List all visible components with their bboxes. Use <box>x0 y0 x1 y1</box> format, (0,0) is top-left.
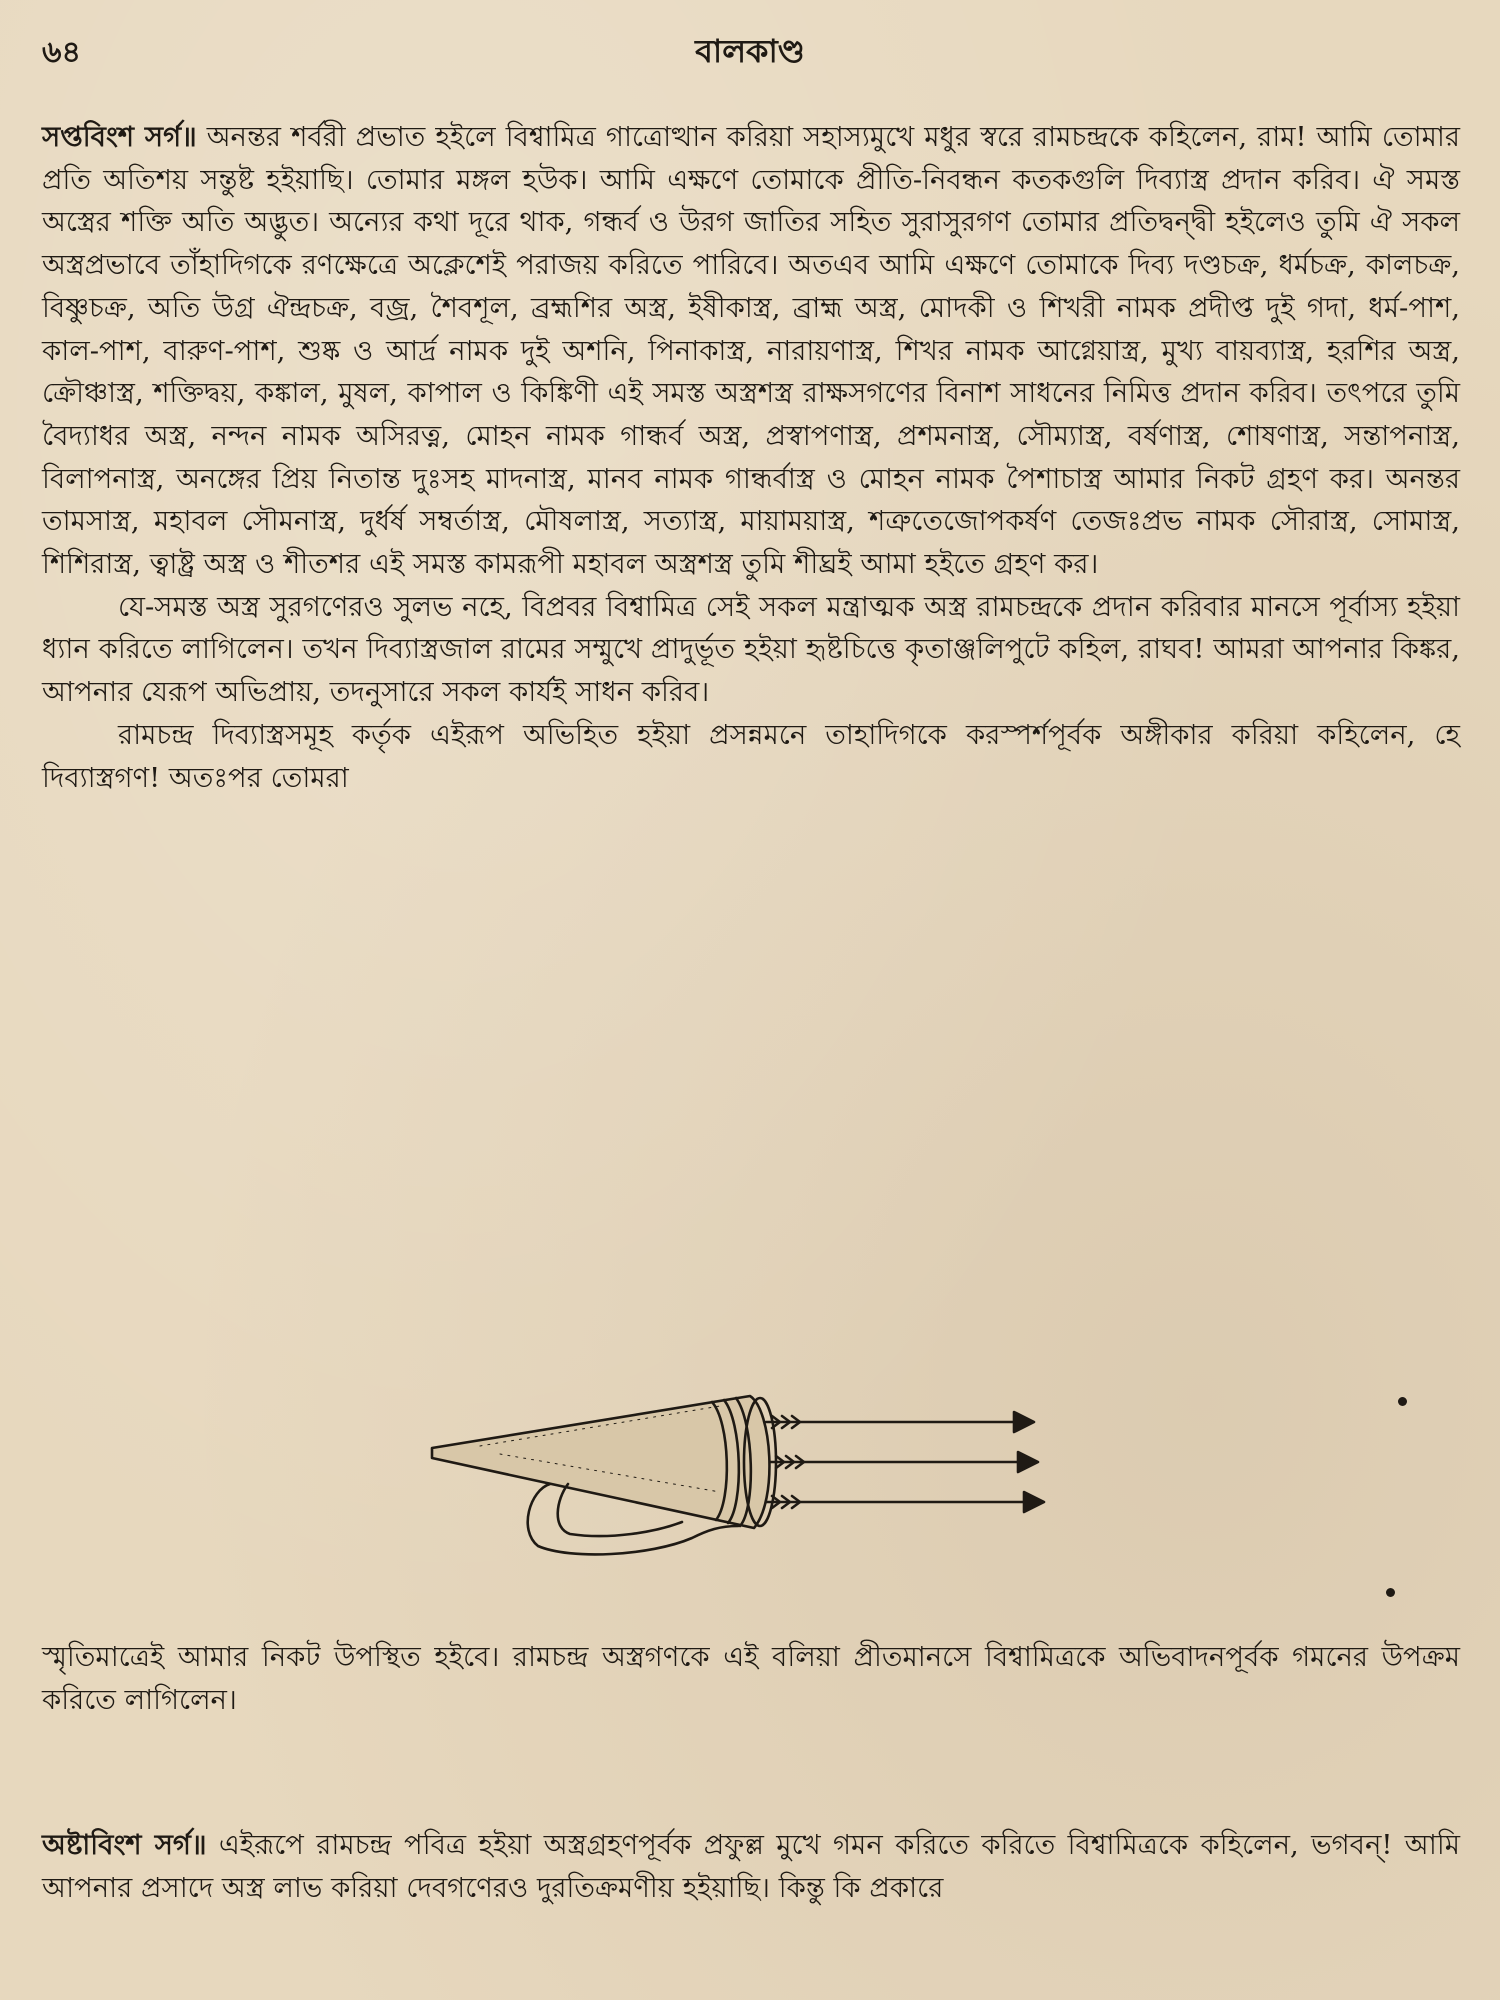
paragraph <box>42 1824 1460 1909</box>
paragraph: রামচন্দ্র দিব্যাস্ত্রসমূহ কর্তৃক এইরূপ অভিহিত হইয়া প্রসন্নমনে তাহাদিগকে করস্পর্শপূর্বক অঙ্গীকার করিয়া কহিলেন, হে দিব্যাস্ত্রগণ! অতঃপর তোমরা <box>42 718 1460 794</box>
page-number: ৬৪ <box>42 35 81 70</box>
quiver-with-arrows-icon <box>420 1380 1080 1580</box>
section-27-continuation <box>42 1636 1460 1721</box>
paragraph <box>42 116 1460 586</box>
paragraph-text: এইরূপে রামচন্দ্র পবিত্র হইয়া অস্ত্রগ্রহণপূর্বক প্রফুল্ল মুখে গমন করিতে করিতে বিশ্বামিত্রকে কহিলেন, ভগবন্! আমি আপনার প্রসাদে অস্ত্র লাভ করিয়া দেবগণেরও দুরতিক্রমণীয় হইয়াছি। কিন্তু কি প্রকারে <box>42 1829 1460 1904</box>
section-27-text <box>42 116 1460 799</box>
paragraph-text: অনন্তর শর্বরী প্রভাত হইলে বিশ্বামিত্র গাত্রোত্থান করিয়া সহাস্যমুখে মধুর স্বরে রামচন্দ্রকে কহিলেন, রাম! আমি তোমার প্রতি অতিশয় সন্তুষ্ট হইয়াছি। তোমার মঙ্গল হউক। আমি এক্ষণে তোমাকে প্রীতি-নিবন্ধন কতকগুলি দিব্যাস্ত্র প্রদান করিব। ঐ সমস্ত অস্ত্রের শক্তি অতি অদ্ভুত। অন্যের কথা দূরে থাক, গন্ধর্ব ও উরগ জাতির সহিত সুরাসুরগণ তোমার প্রতিদ্বন্দ্বী হইলেও তুমি ঐ সকল অস্ত্রপ্রভাবে তাঁহাদিগকে রণক্ষেত্রে অক্লেশেই পরাজয় করিতে পারিবে। অতএব আমি এক্ষণে তোমাকে দিব্য দণ্ডচক্র, ধর্মচক্র, কালচক্র, বিষ্ণুচক্র, অতি উগ্র ঐন্দ্রচক্র, বজ্র, শৈবশূল, ব্রহ্মশির অস্ত্র, ইষীকাস্ত্র, ব্রাহ্ম অস্ত্র, মোদকী ও শিখরী নামক প্রদীপ্ত দুই গদা, ধর্ম-পাশ, কাল-পাশ, বারুণ-পাশ, শুষ্ক ও আর্দ্র নামক দুই অশনি, পিনাকাস্ত্র, নারায়ণাস্ত্র, শিখর নামক আগ্নেয়াস্ত্র, মুখ্য বায়ব্যাস্ত্র, হরশির অস্ত্র, ক্রৌঞ্চাস্ত্র, শক্তিদ্বয়, কঙ্কাল, মুষল, কাপাল ও কিঙ্কিণী এই সমস্ত অস্ত্রশস্ত্র রাক্ষসগণের বিনাশ সাধনের নিমিত্ত প্রদান করিব। তৎপরে তুমি বৈদ্যাধর অস্ত্র, নন্দন নামক অসিরত্ন, মোহন নামক গান্ধর্ব অস্ত্র, প্রস্বাপণাস্ত্র, প্রশমনাস্ত্র, সৌম্যাস্ত্র, বর্ষণাস্ত্র, শোষণাস্ত্র, সন্তাপনাস্ত্র, বিলাপনাস্ত্র, অনঙ্গের প্রিয় নিতান্ত দুঃসহ মাদনাস্ত্র, মানব নামক গান্ধর্বাস্ত্র ও মোহন নামক পৈশাচাস্ত্র আমার নিকট গ্রহণ কর। অনন্তর তামসাস্ত্র, মহাবল সৌমনাস্ত্র, দুর্ধর্ষ সম্বর্তাস্ত্র, মৌষলাস্ত্র, সত্যাস্ত্র, মায়াময়াস্ত্র, শত্রুতেজোপকর্ষণ তেজঃপ্রভ নামক সৌরাস্ত্র, সোমাস্ত্র, শিশিরাস্ত্র, ত্বাষ্ট্র অস্ত্র ও শীতশর এই সমস্ত কামরূপী মহাবল অস্ত্রশস্ত্র তুমি শীঘ্রই আমা হইতে গ্রহণ কর। <box>42 121 1460 581</box>
sarga-title: সপ্তবিংশ সর্গ॥ <box>42 121 197 153</box>
paragraph: যে-সমস্ত অস্ত্র সুরগণেরও সুলভ নহে, বিপ্রবর বিশ্বামিত্র সেই সকল মন্ত্রাত্মক অস্ত্র রামচন্দ্রকে প্রদান করিবার মানসে পূর্বাস্য হইয়া ধ্যান করিতে লাগিলেন। তখন দিব্যাস্ত্রজাল রামের সম্মুখে প্রাদুর্ভূত হইয়া হৃষ্টচিত্তে কৃতাঞ্জলিপুটে কহিল, রাঘব! আমরা আপনার কিঙ্কর, আপনার যেরূপ অভিপ্রায়, তদনুসারে সকল কার্যই সাধন করিব। <box>42 590 1460 709</box>
running-head: বালকাণ্ড <box>695 32 805 70</box>
paragraph: স্মৃতিমাত্রেই আমার নিকট উপস্থিত হইবে। রামচন্দ্র অস্ত্রগণকে এই বলিয়া প্রীতমানসে বিশ্বামিত্রকে অভিবাদনপূর্বক গমনের উপক্রম করিতে লাগিলেন। <box>42 1641 1460 1716</box>
sarga-title: অষ্টাবিংশ সর্গ॥ <box>42 1829 207 1861</box>
ink-speck <box>1386 1588 1395 1597</box>
ink-speck <box>1398 1397 1407 1406</box>
section-28-text <box>42 1824 1460 1909</box>
